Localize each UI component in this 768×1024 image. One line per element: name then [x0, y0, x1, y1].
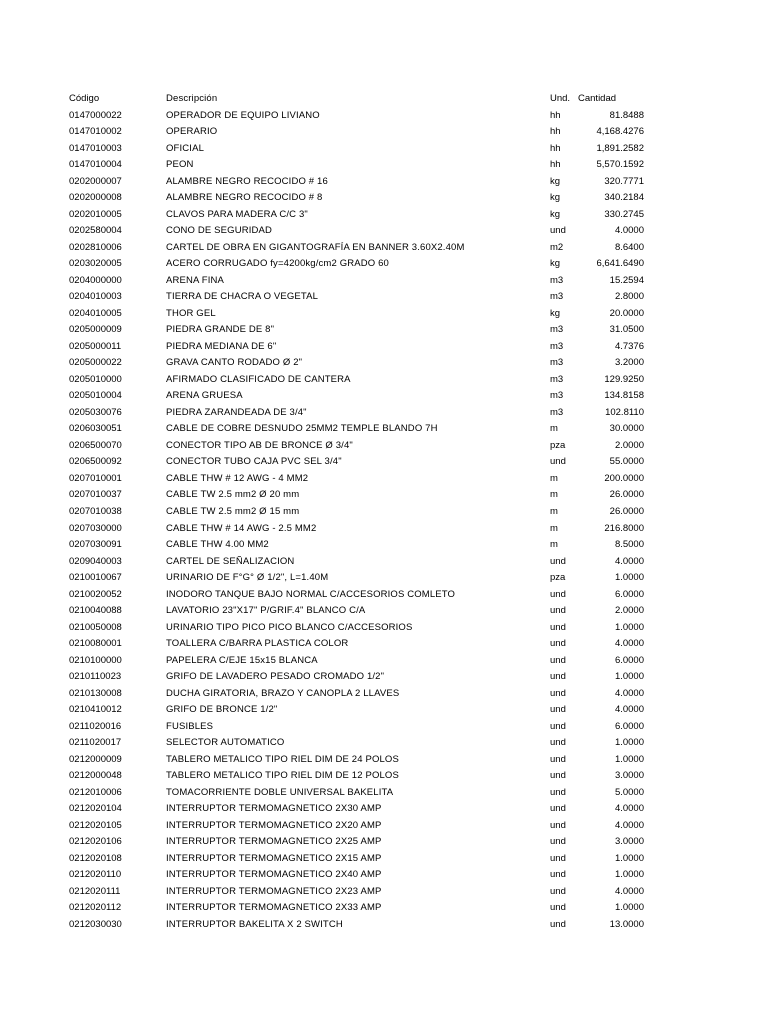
table-row — [0, 322, 768, 338]
cell-cantidad: 15.2594 — [609, 274, 644, 286]
cell-descripcion: ARENA FINA — [166, 274, 224, 286]
cell-descripcion: PEON — [166, 159, 194, 171]
cell-descripcion: GRIFO DE BRONCE 1/2" — [166, 704, 278, 716]
cell-cantidad: 1.0000 — [614, 869, 644, 881]
cell-descripcion: TOMACORRIENTE DOBLE UNIVERSAL BAKELITA — [166, 786, 394, 798]
cell-cantidad: 2.0000 — [614, 605, 644, 617]
table-row — [0, 785, 768, 801]
table-row — [0, 454, 768, 470]
cell-descripcion: INTERRUPTOR TERMOMAGNETICO 2X33 AMP — [166, 902, 382, 914]
cell-codigo: 0212020110 — [69, 869, 122, 881]
cell-und: und — [550, 737, 566, 749]
cell-cantidad: 134.8158 — [604, 390, 644, 402]
cell-und: hh — [550, 109, 561, 121]
cell-descripcion: GRAVA CANTO RODADO Ø 2" — [166, 357, 303, 369]
cell-cantidad: 3.0000 — [614, 836, 644, 848]
cell-codigo: 0207030000 — [69, 522, 122, 534]
cell-cantidad: 20.0000 — [609, 307, 644, 319]
cell-descripcion: AFIRMADO CLASIFICADO DE CANTERA — [166, 373, 351, 385]
cell-und: pza — [550, 572, 566, 584]
table-row — [0, 554, 768, 570]
table-row — [0, 570, 768, 586]
cell-codigo: 0212010006 — [69, 786, 122, 798]
cell-descripcion: INODORO TANQUE BAJO NORMAL C/ACCESORIOS COMLETO — [166, 588, 456, 600]
cell-und: und — [550, 225, 566, 237]
cell-descripcion: URINARIO DE F°G° Ø 1/2", L=1.40M — [166, 572, 329, 584]
cell-und: hh — [550, 142, 561, 154]
cell-descripcion: ALAMBRE NEGRO RECOCIDO # 8 — [166, 192, 323, 204]
cell-und: m3 — [550, 357, 564, 369]
table-row — [0, 438, 768, 454]
cell-cantidad: 4.0000 — [614, 225, 644, 237]
cell-codigo: 0202000008 — [69, 192, 122, 204]
cell-codigo: 0147010002 — [69, 126, 122, 138]
table-row — [0, 421, 768, 437]
table-row — [0, 124, 768, 140]
cell-descripcion: INTERRUPTOR TERMOMAGNETICO 2X40 AMP — [166, 869, 382, 881]
table-row — [0, 702, 768, 718]
cell-cantidad: 1,891.2582 — [596, 142, 644, 154]
cell-descripcion: INTERRUPTOR BAKELITA X 2 SWITCH — [166, 918, 343, 930]
cell-und: und — [550, 605, 566, 617]
cell-cantidad: 1.0000 — [614, 902, 644, 914]
table-row — [0, 851, 768, 867]
cell-descripcion: ACERO CORRUGADO fy=4200kg/cm2 GRADO 60 — [166, 258, 389, 270]
cell-cantidad: 6.0000 — [614, 588, 644, 600]
cell-und: und — [550, 638, 566, 650]
cell-cantidad: 5,570.1592 — [596, 159, 644, 171]
cell-codigo: 0212020108 — [69, 852, 122, 864]
cell-descripcion: CONO DE SEGURIDAD — [166, 225, 273, 237]
cell-descripcion: GRIFO DE LAVADERO PESADO CROMADO 1/2" — [166, 671, 385, 683]
cell-und: kg — [550, 307, 561, 319]
table-row — [0, 141, 768, 157]
cell-und: und — [550, 885, 566, 897]
cell-codigo: 0212000009 — [69, 753, 122, 765]
cell-und: m — [550, 472, 558, 484]
cell-cantidad: 4,168.4276 — [596, 126, 644, 138]
header-cantidad: Cantidad — [578, 93, 617, 104]
cell-cantidad: 4.0000 — [614, 803, 644, 815]
cell-cantidad: 4.7376 — [614, 340, 644, 352]
table-row — [0, 884, 768, 900]
cell-cantidad: 330.2745 — [604, 208, 644, 220]
cell-descripcion: PAPELERA C/EJE 15x15 BLANCA — [166, 654, 318, 666]
cell-codigo: 0147010003 — [69, 142, 122, 154]
cell-descripcion: PIEDRA GRANDE DE 8" — [166, 324, 275, 336]
cell-descripcion: OFICIAL — [166, 142, 205, 154]
cell-codigo: 0202000007 — [69, 175, 122, 187]
cell-und: und — [550, 671, 566, 683]
cell-cantidad: 1.0000 — [614, 671, 644, 683]
cell-descripcion: CABLE TW 2.5 mm2 Ø 20 mm — [166, 489, 300, 501]
cell-descripcion: TABLERO METALICO TIPO RIEL DIM DE 24 POLOS — [166, 753, 399, 765]
cell-cantidad: 129.9250 — [604, 373, 644, 385]
cell-und: und — [550, 588, 566, 600]
cell-cantidad: 3.2000 — [614, 357, 644, 369]
cell-cantidad: 5.0000 — [614, 786, 644, 798]
cell-codigo: 0210010067 — [69, 572, 122, 584]
cell-codigo: 0211020016 — [69, 720, 122, 732]
cell-und: und — [550, 869, 566, 881]
table-row — [0, 636, 768, 652]
cell-descripcion: CARTEL DE SEÑALIZACION — [166, 555, 295, 567]
cell-und: m3 — [550, 274, 564, 286]
cell-codigo: 0212020106 — [69, 836, 122, 848]
cell-cantidad: 6.0000 — [614, 720, 644, 732]
table-row — [0, 834, 768, 850]
cell-codigo: 0207010001 — [69, 472, 122, 484]
table-row — [0, 752, 768, 768]
cell-descripcion: CABLE THW 4.00 MM2 — [166, 539, 269, 551]
table-row — [0, 372, 768, 388]
cell-und: m3 — [550, 390, 564, 402]
cell-codigo: 0203020005 — [69, 258, 122, 270]
table-row — [0, 223, 768, 239]
cell-descripcion: URINARIO TIPO PICO PICO BLANCO C/ACCESORIOS — [166, 621, 413, 633]
cell-und: und — [550, 786, 566, 798]
cell-und: m3 — [550, 406, 564, 418]
cell-und: und — [550, 621, 566, 633]
cell-cantidad: 1.0000 — [614, 852, 644, 864]
cell-descripcion: CABLE THW # 14 AWG - 2.5 MM2 — [166, 522, 317, 534]
table-row — [0, 620, 768, 636]
cell-codigo: 0212020111 — [69, 885, 121, 897]
header-und: Und. — [550, 93, 571, 104]
cell-cantidad: 320.7771 — [604, 175, 644, 187]
table-row — [0, 207, 768, 223]
cell-codigo: 0205000009 — [69, 324, 122, 336]
table-row — [0, 339, 768, 355]
cell-codigo: 0210100000 — [69, 654, 122, 666]
table-row — [0, 719, 768, 735]
cell-und: m — [550, 489, 558, 501]
table-row — [0, 388, 768, 404]
table-row — [0, 487, 768, 503]
cell-und: m — [550, 423, 558, 435]
cell-codigo: 0205010004 — [69, 390, 122, 402]
cell-descripcion: TOALLERA C/BARRA PLASTICA COLOR — [166, 638, 349, 650]
cell-codigo: 0205030076 — [69, 406, 122, 418]
table-row — [0, 504, 768, 520]
cell-descripcion: INTERRUPTOR TERMOMAGNETICO 2X30 AMP — [166, 803, 382, 815]
cell-codigo: 0207010037 — [69, 489, 122, 501]
cell-und: hh — [550, 126, 561, 138]
cell-codigo: 0207030091 — [69, 539, 122, 551]
cell-descripcion: PIEDRA MEDIANA DE 6" — [166, 340, 277, 352]
table-row — [0, 735, 768, 751]
cell-codigo: 0206500092 — [69, 456, 122, 468]
cell-und: hh — [550, 159, 561, 171]
cell-cantidad: 2.8000 — [614, 291, 644, 303]
cell-cantidad: 26.0000 — [609, 489, 644, 501]
cell-descripcion: INTERRUPTOR TERMOMAGNETICO 2X15 AMP — [166, 852, 382, 864]
cell-und: und — [550, 753, 566, 765]
table-row — [0, 405, 768, 421]
cell-codigo: 0212020104 — [69, 803, 122, 815]
cell-cantidad: 1.0000 — [614, 621, 644, 633]
cell-cantidad: 26.0000 — [609, 505, 644, 517]
cell-codigo: 0206030051 — [69, 423, 122, 435]
cell-und: pza — [550, 439, 566, 451]
cell-cantidad: 30.0000 — [609, 423, 644, 435]
cell-cantidad: 216.8000 — [604, 522, 644, 534]
cell-descripcion: INTERRUPTOR TERMOMAGNETICO 2X20 AMP — [166, 819, 382, 831]
cell-und: m — [550, 505, 558, 517]
cell-descripcion: ARENA GRUESA — [166, 390, 243, 402]
cell-codigo: 0147010004 — [69, 159, 122, 171]
table-row — [0, 289, 768, 305]
cell-codigo: 0205010000 — [69, 373, 122, 385]
cell-und: und — [550, 803, 566, 815]
cell-codigo: 0210410012 — [69, 704, 122, 716]
cell-und: und — [550, 687, 566, 699]
cell-und: und — [550, 918, 566, 930]
cell-und: und — [550, 704, 566, 716]
cell-descripcion: ALAMBRE NEGRO RECOCIDO # 16 — [166, 175, 328, 187]
cell-codigo: 0210110023 — [69, 671, 122, 683]
table-row — [0, 256, 768, 272]
cell-cantidad: 1.0000 — [614, 753, 644, 765]
cell-descripcion: LAVATORIO 23"X17" P/GRIF.4" BLANCO C/A — [166, 605, 366, 617]
table-row — [0, 537, 768, 553]
cell-und: kg — [550, 192, 561, 204]
table-row — [0, 653, 768, 669]
header-descripcion: Descripción — [166, 93, 218, 104]
cell-cantidad: 8.5000 — [614, 539, 644, 551]
cell-und: kg — [550, 175, 561, 187]
cell-codigo: 0204000000 — [69, 274, 122, 286]
cell-codigo: 0209040003 — [69, 555, 122, 567]
cell-descripcion: CLAVOS PARA MADERA C/C 3" — [166, 208, 308, 220]
table-row — [0, 521, 768, 537]
cell-cantidad: 3.0000 — [614, 770, 644, 782]
cell-und: und — [550, 456, 566, 468]
cell-und: m2 — [550, 241, 564, 253]
table-row — [0, 603, 768, 619]
cell-codigo: 0202580004 — [69, 225, 122, 237]
cell-und: und — [550, 555, 566, 567]
cell-und: und — [550, 852, 566, 864]
table-row — [0, 355, 768, 371]
cell-und: kg — [550, 208, 561, 220]
cell-cantidad: 2.0000 — [614, 439, 644, 451]
table-header — [0, 91, 768, 107]
cell-codigo: 0210020052 — [69, 588, 122, 600]
cell-codigo: 0204010005 — [69, 307, 122, 319]
table-row — [0, 306, 768, 322]
cell-descripcion: CABLE TW 2.5 mm2 Ø 15 mm — [166, 505, 300, 517]
cell-cantidad: 4.0000 — [614, 885, 644, 897]
cell-cantidad: 6,641.6490 — [596, 258, 644, 270]
cell-cantidad: 4.0000 — [614, 687, 644, 699]
table-row — [0, 686, 768, 702]
cell-codigo: 0202010005 — [69, 208, 122, 220]
cell-descripcion: OPERADOR DE EQUIPO LIVIANO — [166, 109, 320, 121]
table-row — [0, 108, 768, 124]
cell-cantidad: 4.0000 — [614, 555, 644, 567]
cell-und: und — [550, 902, 566, 914]
cell-und: m — [550, 539, 558, 551]
cell-descripcion: DUCHA GIRATORIA, BRAZO Y CANOPLA 2 LLAVES — [166, 687, 400, 699]
table-row — [0, 900, 768, 916]
cell-codigo: 0206500070 — [69, 439, 122, 451]
table-row — [0, 917, 768, 933]
cell-descripcion: CABLE THW # 12 AWG - 4 MM2 — [166, 472, 309, 484]
cell-codigo: 0205000011 — [69, 340, 122, 352]
table-row — [0, 273, 768, 289]
cell-und: und — [550, 654, 566, 666]
cell-descripcion: CONECTOR TUBO CAJA PVC SEL 3/4" — [166, 456, 342, 468]
cell-und: m3 — [550, 373, 564, 385]
cell-descripcion: TIERRA DE CHACRA O VEGETAL — [166, 291, 319, 303]
cell-cantidad: 81.8488 — [609, 109, 644, 121]
cell-und: kg — [550, 258, 561, 270]
cell-cantidad: 6.0000 — [614, 654, 644, 666]
cell-und: m — [550, 522, 558, 534]
cell-codigo: 0212020105 — [69, 819, 122, 831]
cell-codigo: 0212030030 — [69, 918, 122, 930]
cell-cantidad: 102.8110 — [605, 406, 644, 418]
cell-codigo: 0207010038 — [69, 505, 122, 517]
cell-und: m3 — [550, 324, 564, 336]
cell-cantidad: 4.0000 — [614, 819, 644, 831]
cell-und: und — [550, 720, 566, 732]
cell-cantidad: 200.0000 — [604, 472, 644, 484]
cell-descripcion: CARTEL DE OBRA EN GIGANTOGRAFÍA EN BANNER 3.60X2.40M — [166, 241, 465, 253]
cell-descripcion: THOR GEL — [166, 307, 216, 319]
cell-codigo: 0210080001 — [69, 638, 122, 650]
cell-cantidad: 31.0500 — [609, 324, 644, 336]
header-codigo: Código — [69, 93, 100, 104]
cell-und: und — [550, 819, 566, 831]
cell-descripcion: FUSIBLES — [166, 720, 214, 732]
cell-codigo: 0212000048 — [69, 770, 122, 782]
cell-descripcion: INTERRUPTOR TERMOMAGNETICO 2X23 AMP — [166, 885, 382, 897]
table-row — [0, 867, 768, 883]
table-row — [0, 190, 768, 206]
cell-descripcion: SELECTOR AUTOMATICO — [166, 737, 285, 749]
table-row — [0, 669, 768, 685]
cell-codigo: 0211020017 — [69, 737, 122, 749]
cell-codigo: 0205000022 — [69, 357, 122, 369]
table-row — [0, 174, 768, 190]
cell-und: m3 — [550, 340, 564, 352]
cell-cantidad: 4.0000 — [614, 638, 644, 650]
cell-codigo: 0147000022 — [69, 109, 122, 121]
cell-descripcion: CABLE DE COBRE DESNUDO 25MM2 TEMPLE BLANDO 7H — [166, 423, 438, 435]
cell-und: und — [550, 770, 566, 782]
cell-und: m3 — [550, 291, 564, 303]
table-row — [0, 587, 768, 603]
cell-descripcion: OPERARIO — [166, 126, 218, 138]
cell-descripcion: INTERRUPTOR TERMOMAGNETICO 2X25 AMP — [166, 836, 382, 848]
cell-und: und — [550, 836, 566, 848]
cell-descripcion: PIEDRA ZARANDEADA DE 3/4" — [166, 406, 307, 418]
cell-cantidad: 4.0000 — [614, 704, 644, 716]
table-row — [0, 801, 768, 817]
cell-codigo: 0210040088 — [69, 605, 122, 617]
cell-cantidad: 1.0000 — [614, 572, 644, 584]
cell-cantidad: 13.0000 — [609, 918, 644, 930]
cell-cantidad: 8.6400 — [614, 241, 644, 253]
table-row — [0, 818, 768, 834]
cell-codigo: 0210050008 — [69, 621, 122, 633]
table-row — [0, 240, 768, 256]
cell-codigo: 0202810006 — [69, 241, 122, 253]
cell-codigo: 0204010003 — [69, 291, 122, 303]
cell-cantidad: 340.2184 — [604, 192, 644, 204]
cell-descripcion: TABLERO METALICO TIPO RIEL DIM DE 12 POLOS — [166, 770, 399, 782]
table-row — [0, 157, 768, 173]
table-row — [0, 768, 768, 784]
cell-codigo: 0210130008 — [69, 687, 122, 699]
cell-cantidad: 1.0000 — [614, 737, 644, 749]
table-row — [0, 471, 768, 487]
cell-cantidad: 55.0000 — [609, 456, 644, 468]
cell-codigo: 0212020112 — [69, 902, 122, 914]
cell-descripcion: CONECTOR TIPO AB DE BRONCE Ø 3/4" — [166, 439, 353, 451]
